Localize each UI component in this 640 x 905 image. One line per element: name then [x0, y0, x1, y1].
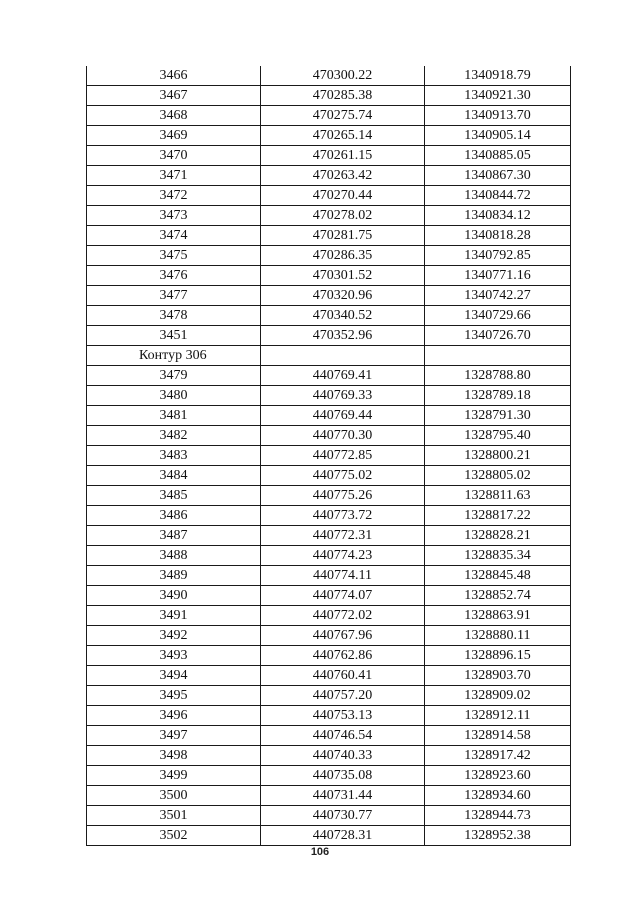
y-coordinate-cell: 1328852.74 — [425, 586, 571, 606]
point-number-cell: 3492 — [87, 626, 261, 646]
table-row — [87, 246, 571, 266]
table-row — [87, 406, 571, 426]
point-number-cell: 3471 — [87, 166, 261, 186]
y-coordinate-cell: 1340771.16 — [425, 266, 571, 286]
point-number-cell: 3497 — [87, 726, 261, 746]
x-coordinate-cell: 440769.44 — [261, 406, 425, 426]
point-number-cell: 3498 — [87, 746, 261, 766]
x-coordinate-cell: 440772.85 — [261, 446, 425, 466]
table-row — [87, 706, 571, 726]
table-row — [87, 366, 571, 386]
table-row — [87, 486, 571, 506]
point-number-cell: 3487 — [87, 526, 261, 546]
y-coordinate-cell: 1340742.27 — [425, 286, 571, 306]
point-number-cell: 3485 — [87, 486, 261, 506]
table-row — [87, 126, 571, 146]
point-number-cell: 3469 — [87, 126, 261, 146]
table-row — [87, 826, 571, 846]
y-coordinate-cell: 1340726.70 — [425, 326, 571, 346]
x-coordinate-cell: 440731.44 — [261, 786, 425, 806]
x-coordinate-cell: 440770.30 — [261, 426, 425, 446]
point-number-cell: 3451 — [87, 326, 261, 346]
table-row — [87, 666, 571, 686]
section-label-cell: Контур 306 — [87, 346, 261, 366]
y-coordinate-cell: 1328934.60 — [425, 786, 571, 806]
point-number-cell: 3477 — [87, 286, 261, 306]
y-coordinate-cell: 1340905.14 — [425, 126, 571, 146]
point-number-cell: 3468 — [87, 106, 261, 126]
point-number-cell: 3476 — [87, 266, 261, 286]
point-number-cell: 3495 — [87, 686, 261, 706]
y-coordinate-cell: 1340729.66 — [425, 306, 571, 326]
point-number-cell: 3474 — [87, 226, 261, 246]
section-header-row — [87, 346, 571, 366]
table-row — [87, 386, 571, 406]
y-coordinate-cell: 1328791.30 — [425, 406, 571, 426]
point-number-cell: 3502 — [87, 826, 261, 846]
y-coordinate-cell: 1328805.02 — [425, 466, 571, 486]
table-row — [87, 526, 571, 546]
x-coordinate-cell: 440728.31 — [261, 826, 425, 846]
table-row — [87, 326, 571, 346]
point-number-cell: 3488 — [87, 546, 261, 566]
x-coordinate-cell: 470281.75 — [261, 226, 425, 246]
x-coordinate-cell: 470285.38 — [261, 86, 425, 106]
y-coordinate-cell: 1328789.18 — [425, 386, 571, 406]
table-row — [87, 66, 571, 86]
x-coordinate-cell: 440740.33 — [261, 746, 425, 766]
y-coordinate-cell: 1340885.05 — [425, 146, 571, 166]
x-coordinate-cell: 470263.42 — [261, 166, 425, 186]
table-row — [87, 586, 571, 606]
table-row — [87, 186, 571, 206]
table-row — [87, 306, 571, 326]
y-coordinate-cell: 1328917.42 — [425, 746, 571, 766]
x-coordinate-cell: 470261.15 — [261, 146, 425, 166]
y-coordinate-cell: 1340918.79 — [425, 66, 571, 86]
x-coordinate-cell: 440775.26 — [261, 486, 425, 506]
y-coordinate-cell: 1328800.21 — [425, 446, 571, 466]
table-row — [87, 166, 571, 186]
y-coordinate-cell: 1328914.58 — [425, 726, 571, 746]
x-coordinate-cell: 440762.86 — [261, 646, 425, 666]
table-row — [87, 106, 571, 126]
point-number-cell: 3489 — [87, 566, 261, 586]
point-number-cell: 3501 — [87, 806, 261, 826]
point-number-cell: 3479 — [87, 366, 261, 386]
table-row — [87, 266, 571, 286]
y-coordinate-cell: 1340844.72 — [425, 186, 571, 206]
y-coordinate-cell: 1328912.11 — [425, 706, 571, 726]
y-coordinate-cell: 1328880.11 — [425, 626, 571, 646]
table-row — [87, 646, 571, 666]
point-number-cell: 3491 — [87, 606, 261, 626]
y-coordinate-cell: 1340792.85 — [425, 246, 571, 266]
x-coordinate-cell: 440774.07 — [261, 586, 425, 606]
table-row — [87, 226, 571, 246]
y-coordinate-cell: 1328952.38 — [425, 826, 571, 846]
x-coordinate-cell — [261, 346, 425, 366]
x-coordinate-cell: 440757.20 — [261, 686, 425, 706]
table-row — [87, 766, 571, 786]
y-coordinate-cell: 1328788.80 — [425, 366, 571, 386]
point-number-cell: 3494 — [87, 666, 261, 686]
x-coordinate-cell: 470301.52 — [261, 266, 425, 286]
y-coordinate-cell: 1340834.12 — [425, 206, 571, 226]
table-row — [87, 446, 571, 466]
x-coordinate-cell: 440773.72 — [261, 506, 425, 526]
point-number-cell: 3484 — [87, 466, 261, 486]
table-row — [87, 86, 571, 106]
x-coordinate-cell: 440760.41 — [261, 666, 425, 686]
y-coordinate-cell: 1328923.60 — [425, 766, 571, 786]
coordinates-table — [86, 66, 571, 846]
x-coordinate-cell: 440775.02 — [261, 466, 425, 486]
point-number-cell: 3483 — [87, 446, 261, 466]
y-coordinate-cell: 1340818.28 — [425, 226, 571, 246]
x-coordinate-cell: 440753.13 — [261, 706, 425, 726]
y-coordinate-cell: 1328903.70 — [425, 666, 571, 686]
x-coordinate-cell: 440769.33 — [261, 386, 425, 406]
y-coordinate-cell: 1328835.34 — [425, 546, 571, 566]
point-number-cell: 3467 — [87, 86, 261, 106]
point-number-cell: 3470 — [87, 146, 261, 166]
table-row — [87, 726, 571, 746]
table-row — [87, 626, 571, 646]
coordinates-table-body — [87, 66, 571, 846]
x-coordinate-cell: 470275.74 — [261, 106, 425, 126]
table-row — [87, 206, 571, 226]
table-row — [87, 686, 571, 706]
y-coordinate-cell: 1328896.15 — [425, 646, 571, 666]
x-coordinate-cell: 440772.02 — [261, 606, 425, 626]
point-number-cell: 3496 — [87, 706, 261, 726]
x-coordinate-cell: 440769.41 — [261, 366, 425, 386]
point-number-cell: 3500 — [87, 786, 261, 806]
table-row — [87, 786, 571, 806]
table-row — [87, 546, 571, 566]
x-coordinate-cell: 440730.77 — [261, 806, 425, 826]
y-coordinate-cell: 1340913.70 — [425, 106, 571, 126]
point-number-cell: 3486 — [87, 506, 261, 526]
point-number-cell: 3473 — [87, 206, 261, 226]
y-coordinate-cell: 1340921.30 — [425, 86, 571, 106]
point-number-cell: 3475 — [87, 246, 261, 266]
y-coordinate-cell: 1328944.73 — [425, 806, 571, 826]
table-row — [87, 466, 571, 486]
table-row — [87, 806, 571, 826]
x-coordinate-cell: 470300.22 — [261, 66, 425, 86]
y-coordinate-cell: 1328817.22 — [425, 506, 571, 526]
point-number-cell: 3466 — [87, 66, 261, 86]
x-coordinate-cell: 470278.02 — [261, 206, 425, 226]
point-number-cell: 3499 — [87, 766, 261, 786]
x-coordinate-cell: 440774.23 — [261, 546, 425, 566]
table-row — [87, 146, 571, 166]
y-coordinate-cell: 1328845.48 — [425, 566, 571, 586]
y-coordinate-cell: 1328863.91 — [425, 606, 571, 626]
page-number: 106 — [310, 846, 330, 858]
point-number-cell: 3481 — [87, 406, 261, 426]
table-row — [87, 566, 571, 586]
y-coordinate-cell — [425, 346, 571, 366]
point-number-cell: 3472 — [87, 186, 261, 206]
x-coordinate-cell: 470352.96 — [261, 326, 425, 346]
table-row — [87, 606, 571, 626]
x-coordinate-cell: 440772.31 — [261, 526, 425, 546]
x-coordinate-cell: 440774.11 — [261, 566, 425, 586]
point-number-cell: 3478 — [87, 306, 261, 326]
x-coordinate-cell: 440746.54 — [261, 726, 425, 746]
y-coordinate-cell: 1340867.30 — [425, 166, 571, 186]
table-row — [87, 286, 571, 306]
x-coordinate-cell: 470286.35 — [261, 246, 425, 266]
point-number-cell: 3493 — [87, 646, 261, 666]
table-row — [87, 506, 571, 526]
y-coordinate-cell: 1328828.21 — [425, 526, 571, 546]
x-coordinate-cell: 470265.14 — [261, 126, 425, 146]
x-coordinate-cell: 440735.08 — [261, 766, 425, 786]
x-coordinate-cell: 470320.96 — [261, 286, 425, 306]
table-row — [87, 426, 571, 446]
x-coordinate-cell: 470270.44 — [261, 186, 425, 206]
point-number-cell: 3482 — [87, 426, 261, 446]
point-number-cell: 3490 — [87, 586, 261, 606]
x-coordinate-cell: 470340.52 — [261, 306, 425, 326]
y-coordinate-cell: 1328811.63 — [425, 486, 571, 506]
y-coordinate-cell: 1328909.02 — [425, 686, 571, 706]
point-number-cell: 3480 — [87, 386, 261, 406]
x-coordinate-cell: 440767.96 — [261, 626, 425, 646]
y-coordinate-cell: 1328795.40 — [425, 426, 571, 446]
table-row — [87, 746, 571, 766]
